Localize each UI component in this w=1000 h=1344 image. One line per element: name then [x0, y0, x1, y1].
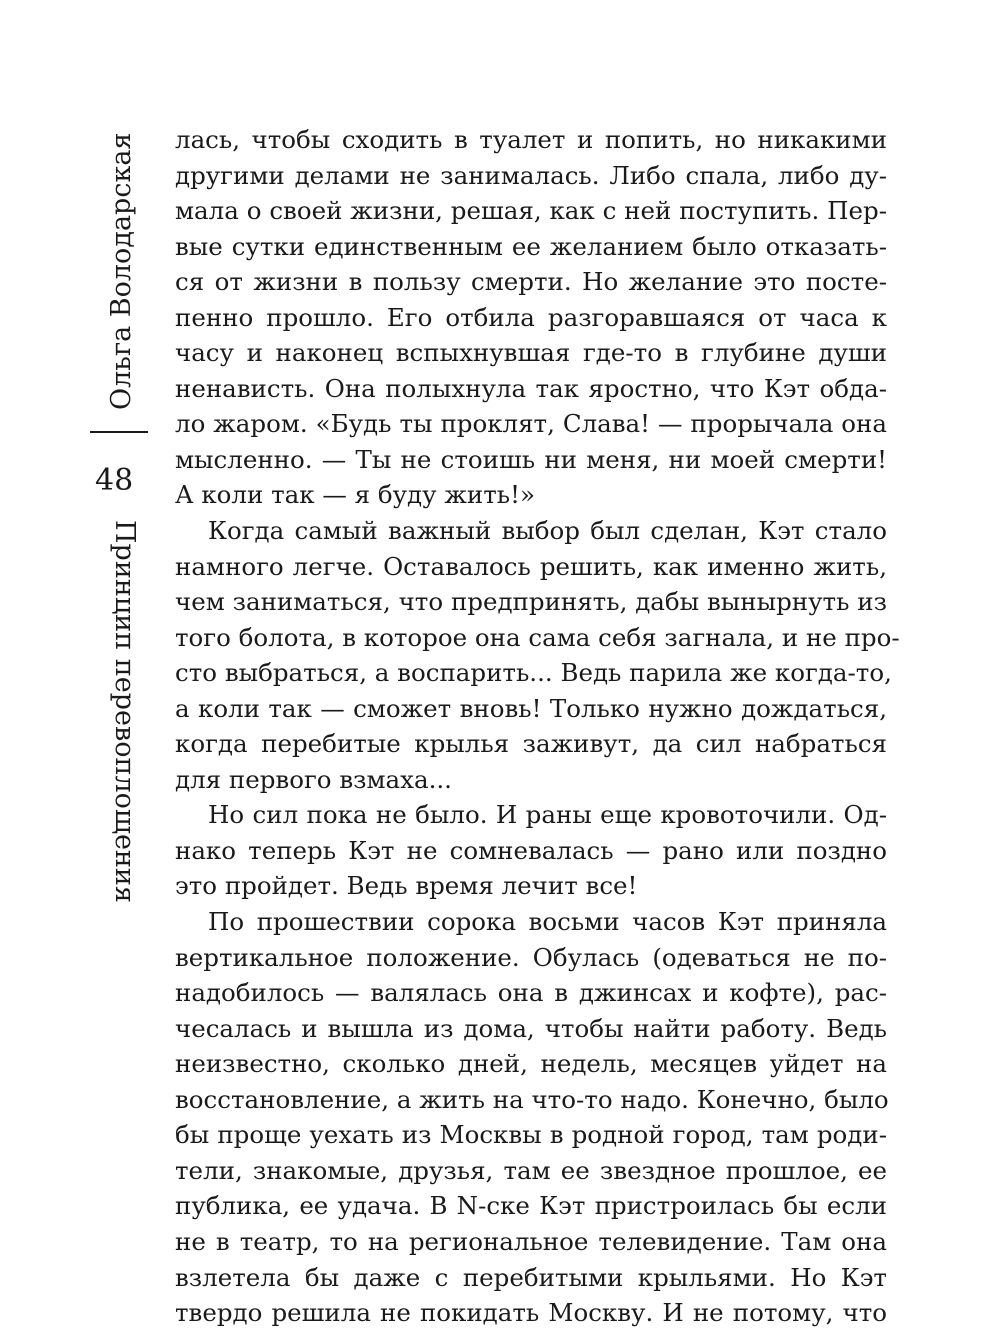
text-line: По прошествии сорока восьми часов Кэт приняла [208, 907, 887, 937]
text-line: вертикальное положение. Обулась (одеваться не по- [175, 942, 887, 972]
text-line: Но сил пока не было. И раны еще кровоточили. Од- [208, 800, 887, 830]
text-line: ло жаром. «Будь ты проклят, Слава! — прорычала она [175, 409, 887, 439]
page-number: 48 [95, 463, 134, 498]
text-line: ненависть. Она полыхнула так яростно, что Кэт обда- [175, 373, 887, 403]
text-line: когда перебитые крылья заживут, да сил набраться [175, 729, 887, 759]
text-line: тели, знакомые, друзья, там ее звездное прошлое, ее [175, 1155, 887, 1185]
text-line: бы проще уехать из Москвы в родной город, там роди- [175, 1120, 887, 1150]
text-line: лась, чтобы сходить в туалет и попить, но никакими [175, 125, 887, 154]
text-line: неизвестно, сколько дней, недель, месяцев уйдет на [175, 1049, 887, 1079]
text-line: а коли так — сможет вновь! Только нужно дождаться, [175, 693, 887, 723]
text-line: вые сутки единственным ее желанием было отказать- [175, 231, 887, 261]
header-divider [90, 431, 148, 433]
text-line: твердо решила не покидать Москву. И не потому, что [175, 1298, 887, 1328]
text-line: нако теперь Кэт не сомневалась — рано или поздно [175, 835, 887, 865]
text-line: сто выбраться, а воспарить... Ведь парила же когда-то, [175, 658, 892, 688]
text-line: намного легче. Оставалось решить, как именно жить, [175, 551, 887, 581]
text-line: восстановление, а жить на что-то надо. Конечно, было [175, 1084, 889, 1114]
text-line: взлетела бы даже с перебитыми крыльями. Но Кэт [175, 1262, 887, 1292]
text-line: мысленно. — Ты не стоишь ни меня, ни моей смерти! [175, 444, 887, 474]
author-name: Ольга Володарская [106, 132, 137, 410]
text-line: мала о своей жизни, решая, как с ней поступить. Пер- [175, 196, 887, 226]
running-header [0, 0, 160, 1344]
text-line: надобилось — валялась она в джинсах и кофте), рас- [175, 978, 887, 1008]
text-line: другими делами не занималась. Либо спала, либо ду- [175, 160, 887, 190]
text-line: не в театр, то на региональное телевидение. Там она [175, 1226, 887, 1256]
text-line: ся от жизни в пользу смерти. Но желание это посте- [175, 267, 887, 297]
text-line: публика, ее удача. В N-ске Кэт пристроилась бы если [175, 1191, 887, 1221]
text-line: для первого взмаха... [175, 764, 452, 794]
text-line: А коли так — я буду жить!» [175, 480, 535, 510]
text-line: чесалась и вышла из дома, чтобы найти работу. Ведь [175, 1013, 887, 1043]
text-line: это пройдет. Ведь время лечит все! [175, 871, 638, 901]
text-line: часу и наконец вспыхнувшая где-то в глубине души [175, 338, 887, 368]
book-title: Принцип перевоплощения [109, 520, 140, 903]
text-line: чем заниматься, что предпринять, дабы вынырнуть из [175, 587, 887, 617]
text-line: Когда самый важный выбор был сделан, Кэт стало [208, 516, 887, 546]
body-text [175, 122, 900, 1331]
text-line: того болота, в которое она сама себя загнала, и не про- [175, 622, 900, 652]
text-line: пенно прошло. Его отбила разгоравшаяся от часа к [175, 302, 887, 332]
